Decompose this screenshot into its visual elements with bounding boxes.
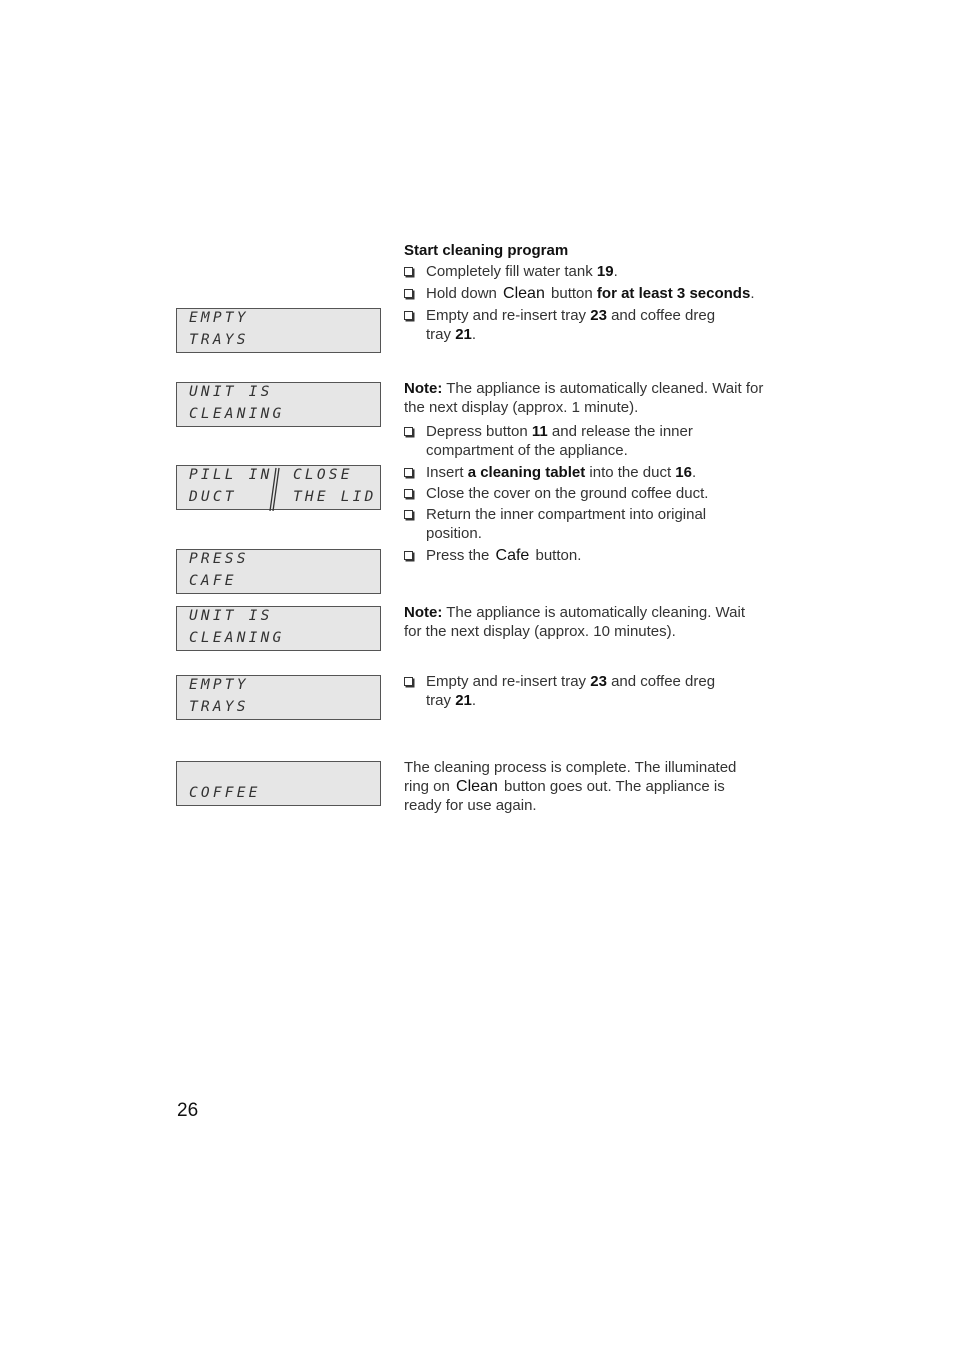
checkbox-bullet-icon <box>404 427 413 436</box>
checkbox-bullet-icon <box>404 289 413 298</box>
checkbox-bullet-icon <box>404 311 413 320</box>
checkbox-bullet-icon <box>404 677 413 686</box>
lcd-line-2: CLEANING <box>189 630 285 646</box>
lcd-line-4: THE LID <box>293 489 377 505</box>
lcd-line-2: CAFE <box>189 573 237 589</box>
lcd-display-coffee <box>176 761 381 806</box>
lcd-line-1: EMPTY <box>189 677 249 693</box>
lcd-line-3: CLOSE <box>293 467 353 483</box>
note-automatic-cleaning: Note: The appliance is automatically cleaned. Wait for the next display (approx. 1 minute). <box>404 380 764 416</box>
lcd-line-1: UNIT IS <box>189 608 273 624</box>
lcd-display-pill-close <box>176 465 381 510</box>
checkbox-bullet-icon <box>404 267 413 276</box>
clean-button-label: Clean <box>456 778 498 795</box>
lcd-display-empty-trays-2 <box>176 675 381 720</box>
lcd-display-press-cafe <box>176 549 381 594</box>
section-title: Start cleaning program <box>404 242 569 259</box>
cafe-button-label: Cafe <box>495 547 530 564</box>
alternating-display-separator <box>267 467 281 511</box>
final-paragraph: The cleaning process is complete. The illuminated ring on Clean button goes out. The appliance is ready for use again. <box>404 759 737 814</box>
lcd-line-1: EMPTY <box>189 310 249 326</box>
clean-button-label: Clean <box>503 285 545 302</box>
lcd-display-unit-cleaning <box>176 382 381 427</box>
lcd-line-1: PRESS <box>189 551 249 567</box>
note-cleaning-wait: Note: The appliance is automatically cleaning. Wait for the next display (approx. 10 minutes). <box>404 604 745 640</box>
checkbox-bullet-icon <box>404 468 413 477</box>
checkbox-bullet-icon <box>404 510 413 519</box>
lcd-line-1: UNIT IS <box>189 384 273 400</box>
lcd-display-unit-cleaning-2 <box>176 606 381 651</box>
lcd-line-2: TRAYS <box>189 332 249 348</box>
checkbox-bullet-icon <box>404 489 413 498</box>
lcd-line-2: CLEANING <box>189 406 285 422</box>
lcd-line-2: DUCT <box>189 489 237 505</box>
lcd-display-empty-trays <box>176 308 381 353</box>
lcd-line-2: TRAYS <box>189 699 249 715</box>
lcd-line-2: COFFEE <box>189 785 261 801</box>
page-number: 26 <box>177 1100 199 1121</box>
checkbox-bullet-icon <box>404 551 413 560</box>
lcd-line-1: PILL IN <box>189 467 273 483</box>
